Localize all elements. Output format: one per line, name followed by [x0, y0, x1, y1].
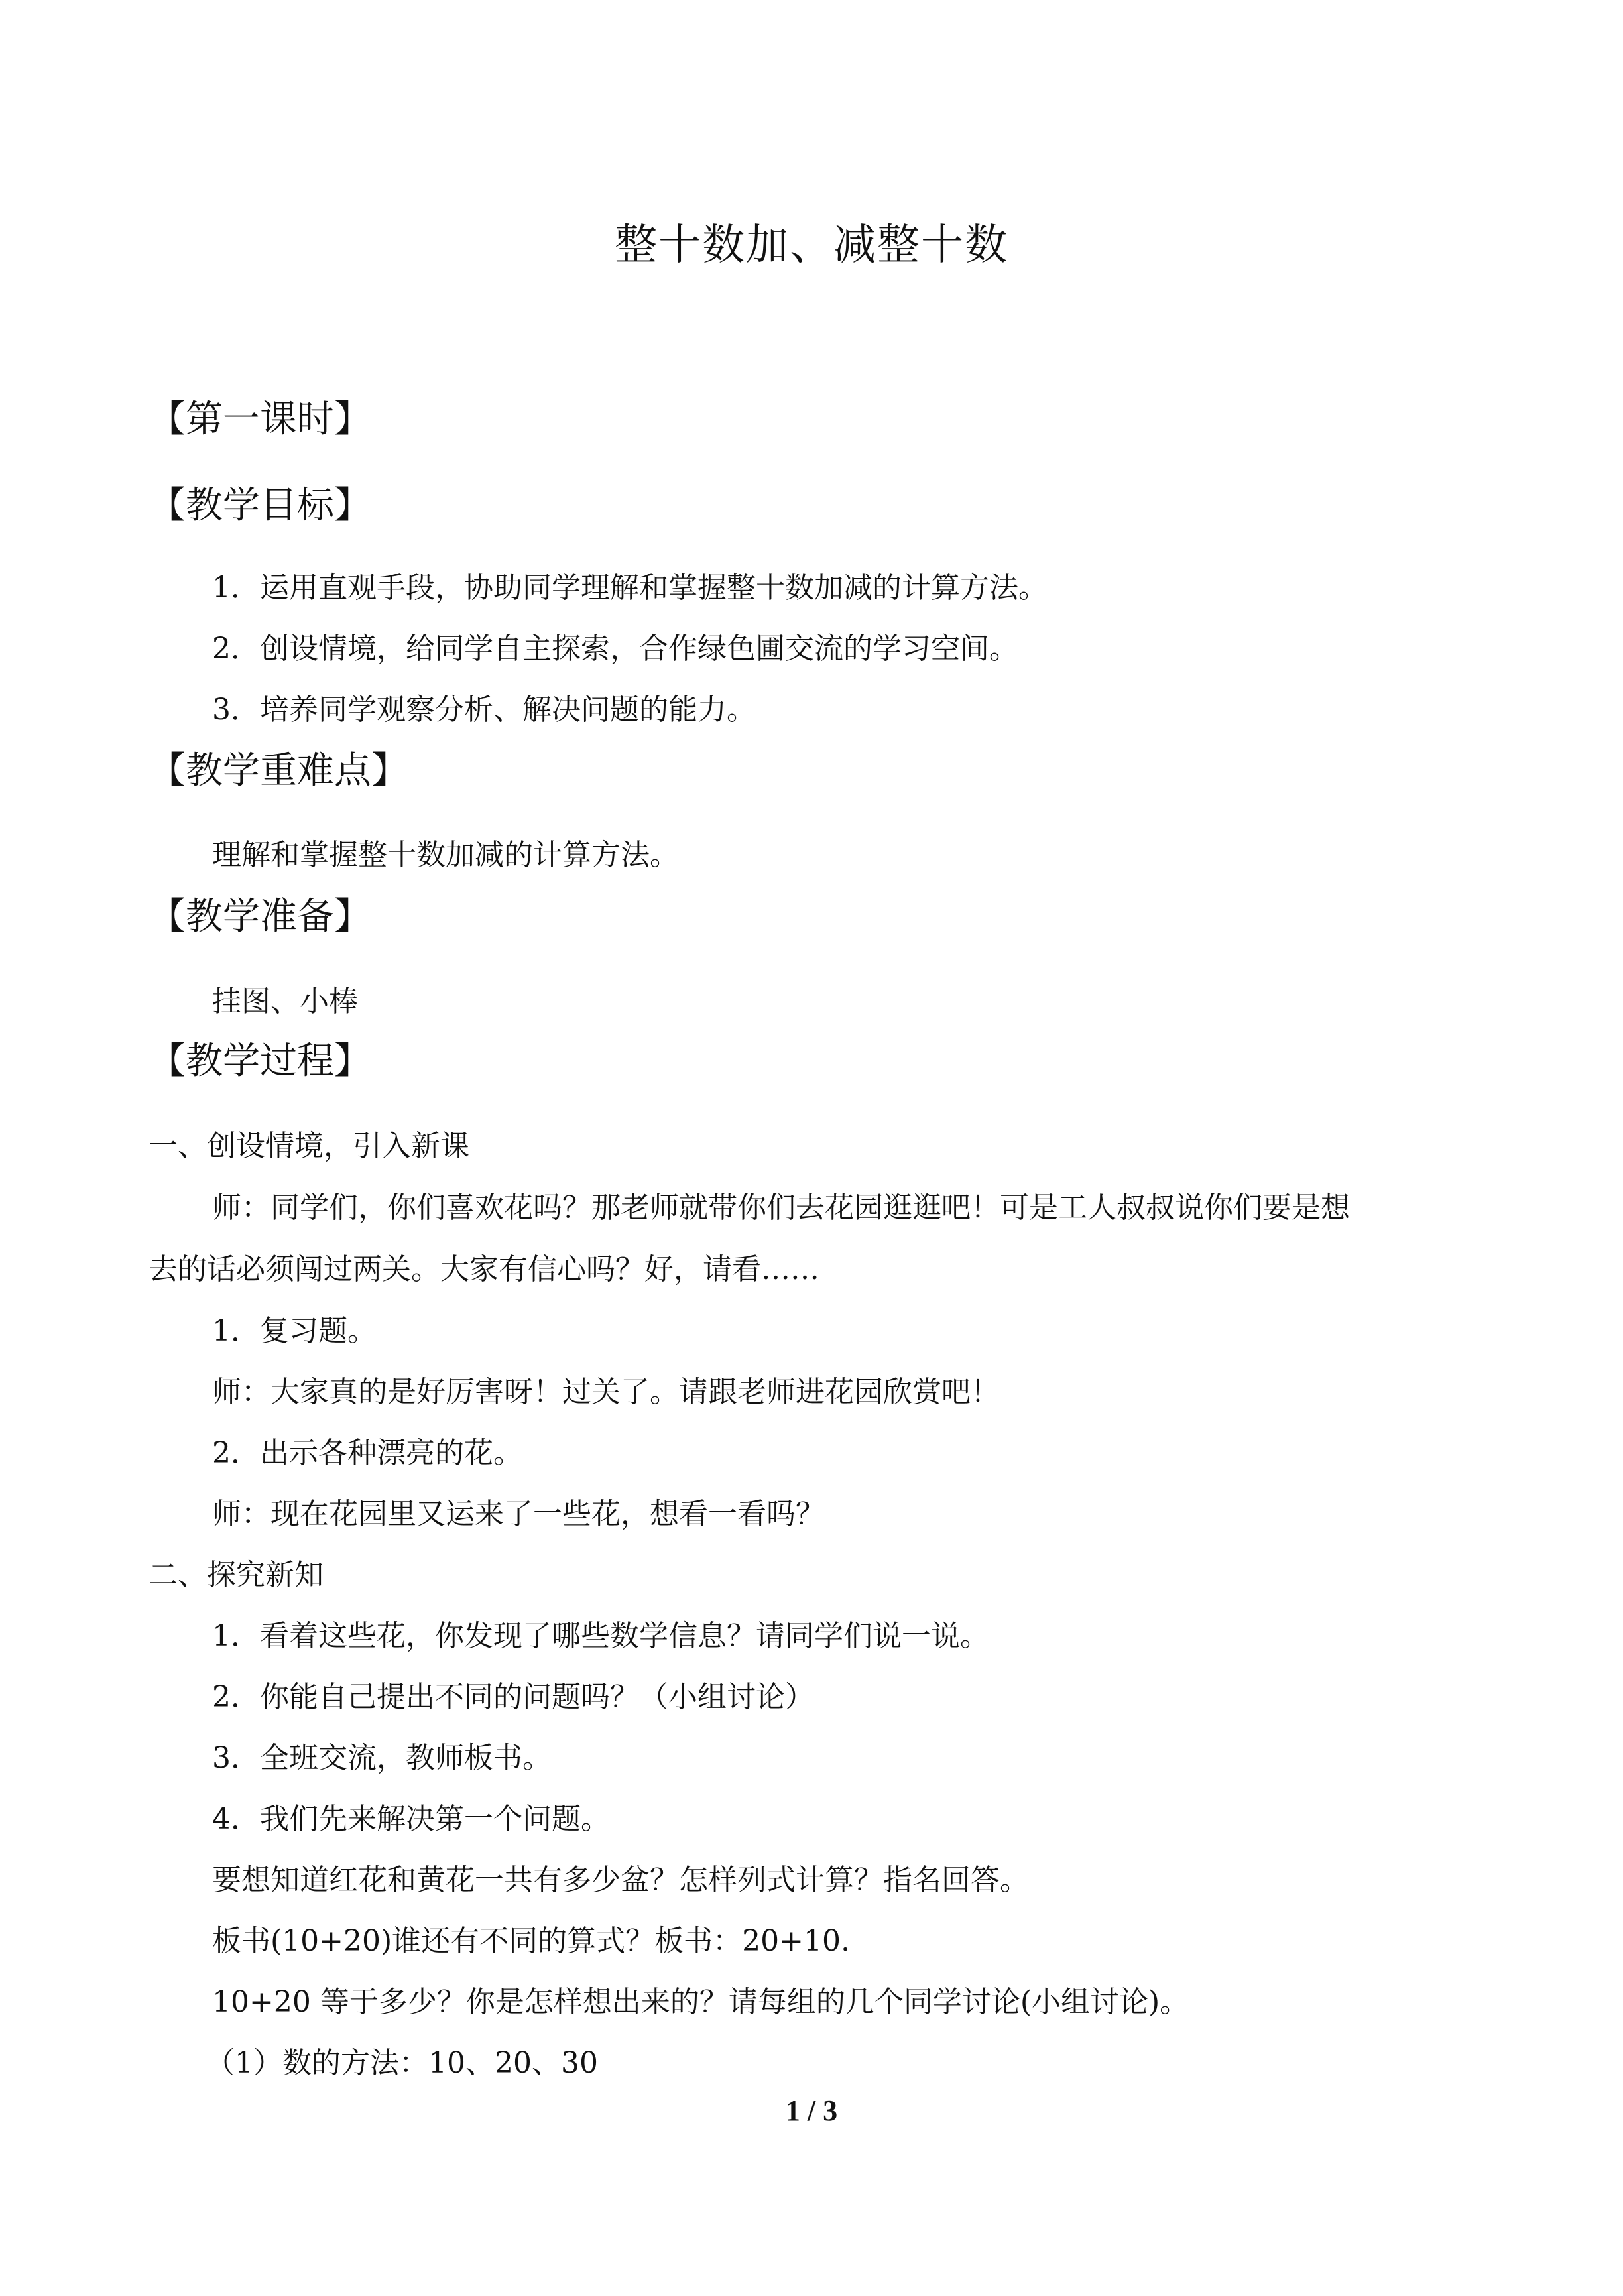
goal-item: 1．运用直观手段，协助同学理解和掌握整十数加减的计算方法。 [212, 571, 1048, 605]
goal-item: 3．培养同学观察分析、解决问题的能力。 [212, 693, 756, 727]
paragraph: 2．出示各种漂亮的花。 [212, 1436, 522, 1470]
paragraph: 要想知道红花和黄花一共有多少盆？怎样列式计算？指名回答。 [212, 1863, 1029, 1897]
paragraph: 去的话必须闯过两关。大家有信心吗？好，请看…… [149, 1252, 819, 1286]
paragraph: 板书(10+20)谁还有不同的算式？板书：20+10. [212, 1924, 851, 1958]
goal-item: 2．创设情境，给同学自主探索，合作绿色圃交流的学习空间。 [212, 632, 1018, 666]
part2-heading: 二、探究新知 [149, 1558, 324, 1592]
lesson-heading: 【第一课时】 [149, 398, 371, 441]
paragraph: 10+20 等于多少？你是怎样想出来的？请每组的几个同学讨论(小组讨论)。 [212, 1985, 1189, 2019]
preparation-text: 挂图、小棒 [212, 985, 358, 1018]
paragraph: 4．我们先来解决第一个问题。 [212, 1802, 610, 1836]
process-heading: 【教学过程】 [149, 1040, 371, 1083]
preparation-heading: 【教学准备】 [149, 895, 371, 938]
document-title: 整十数加、减整十数 [615, 221, 1008, 270]
page-number: 1 / 3 [785, 2094, 838, 2127]
paragraph: （1）数的方法：10、20、30 [206, 2046, 598, 2080]
key-points-text: 理解和掌握整十数加减的计算方法。 [212, 838, 679, 872]
part1-heading: 一、创设情境，引入新课 [149, 1129, 469, 1163]
key-points-heading: 【教学重难点】 [149, 749, 408, 792]
paragraph: 2．你能自己提出不同的问题吗？（小组讨论） [212, 1680, 814, 1714]
paragraph: 师：大家真的是好厉害呀！过关了。请跟老师进花园欣赏吧！ [212, 1375, 1000, 1409]
paragraph: 师：同学们，你们喜欢花吗？那老师就带你们去花园逛逛吧！可是工人叔叔说你们要是想 [212, 1191, 1350, 1225]
paragraph: 师：现在花园里又运来了一些花，想看一看吗？ [212, 1497, 825, 1531]
paragraph: 1．看着这些花，你发现了哪些数学信息？请同学们说一说。 [212, 1619, 989, 1653]
goals-heading: 【教学目标】 [149, 484, 371, 527]
paragraph: 3．全班交流，教师板书。 [212, 1741, 552, 1775]
paragraph: 1．复习题。 [212, 1314, 377, 1348]
